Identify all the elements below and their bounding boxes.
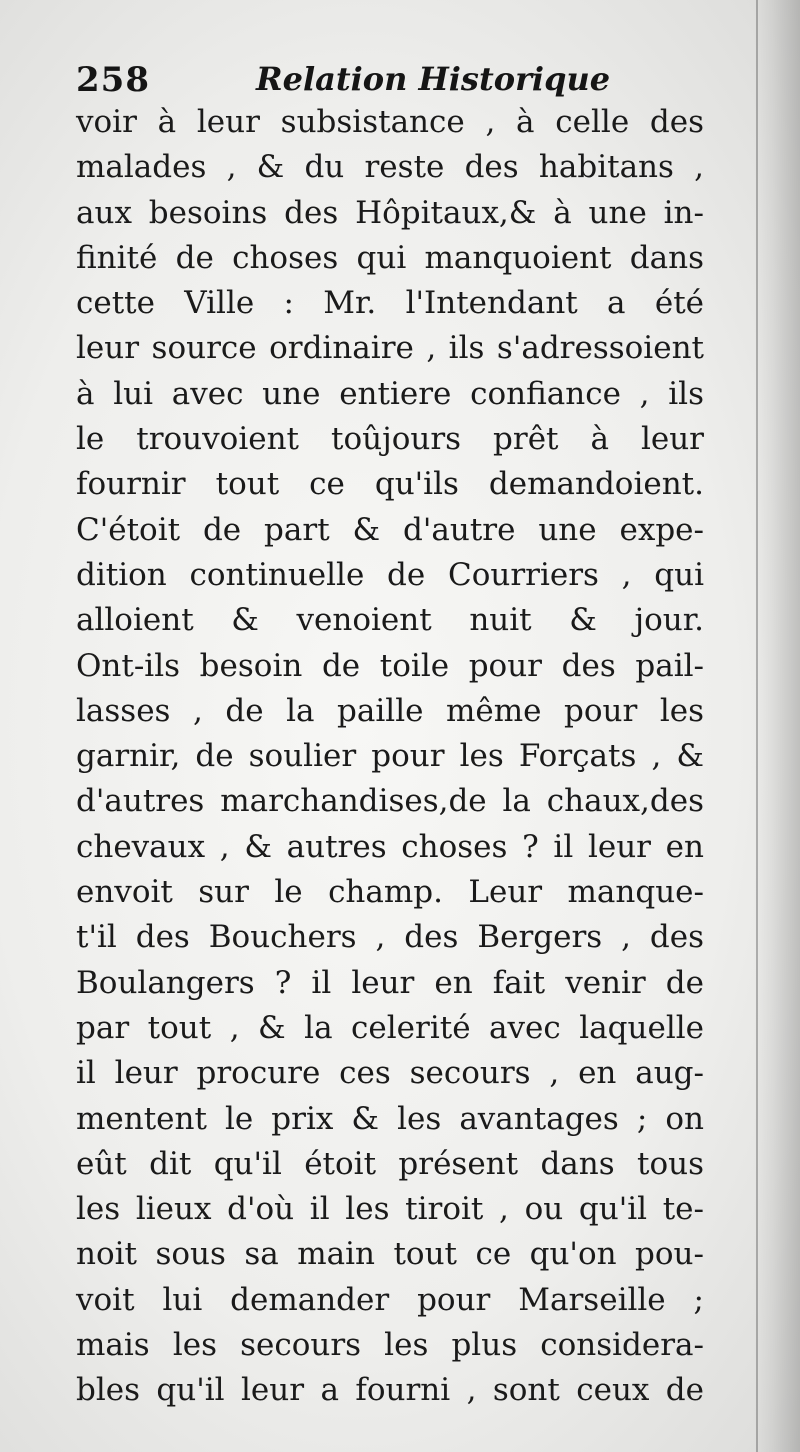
text-line: il leur procure ces secours , en aug- (76, 1055, 704, 1092)
text-line: chevaux , & autres choses ? il leur en (76, 828, 704, 865)
text-line: noit sous sa main tout ce qu'on pou- (76, 1236, 704, 1273)
text-line: voit lui demander pour Marseille ; (76, 1281, 704, 1318)
text-line: aux besoins des Hôpitaux,& à une in- (76, 194, 704, 231)
text-line: C'étoit de part & d'autre une expe- (76, 511, 704, 548)
page-number: 258 (76, 60, 150, 100)
text-line: mais les secours les plus considera- (76, 1327, 704, 1364)
gutter-shadow (754, 0, 800, 1452)
page-header (76, 56, 716, 106)
text-line: fournir tout ce qu'ils demandoient. (76, 466, 704, 503)
text-line: leur source ordinaire , ils s'adressoient (76, 330, 704, 367)
text-line: le trouvoient toûjours prêt à leur (76, 421, 704, 458)
running-head: Relation Historique (256, 60, 611, 98)
text-line: envoit sur le champ. Leur manque- (76, 874, 704, 911)
text-line: eût dit qu'il étoit présent dans tous (76, 1145, 704, 1182)
text-line: mentent le prix & les avantages ; on (76, 1100, 704, 1137)
text-line: par tout , & la celerité avec laquelle (76, 1009, 704, 1046)
text-line: les lieux d'où il les tiroit , ou qu'il te- (76, 1191, 704, 1228)
text-line: garnir, de soulier pour les Forçats , & (76, 738, 704, 775)
text-line: dition continuelle de Courriers , qui (76, 556, 704, 593)
text-line: malades , & du reste des habitans , (76, 149, 704, 186)
text-line: finité de choses qui manquoient dans (76, 239, 704, 276)
text-line: d'autres marchandises,de la chaux,des (76, 783, 704, 820)
text-line: Ont-ils besoin de toile pour des pail- (76, 647, 704, 684)
text-line: bles qu'il leur a fourni , sont ceux de (76, 1372, 704, 1409)
page-edge (756, 0, 758, 1452)
text-line: cette Ville : Mr. l'Intendant a été (76, 285, 704, 322)
text-line: alloient & venoient nuit & jour. (76, 602, 704, 639)
text-line: Boulangers ? il leur en fait venir de (76, 964, 704, 1001)
text-line: à lui avec une entiere confiance , ils (76, 375, 704, 412)
body-text (76, 100, 704, 1414)
text-line: voir à leur subsistance , à celle des (76, 104, 704, 140)
text-line: lasses , de la paille même pour les (76, 692, 704, 729)
text-line: t'il des Bouchers , des Bergers , des (76, 919, 704, 956)
